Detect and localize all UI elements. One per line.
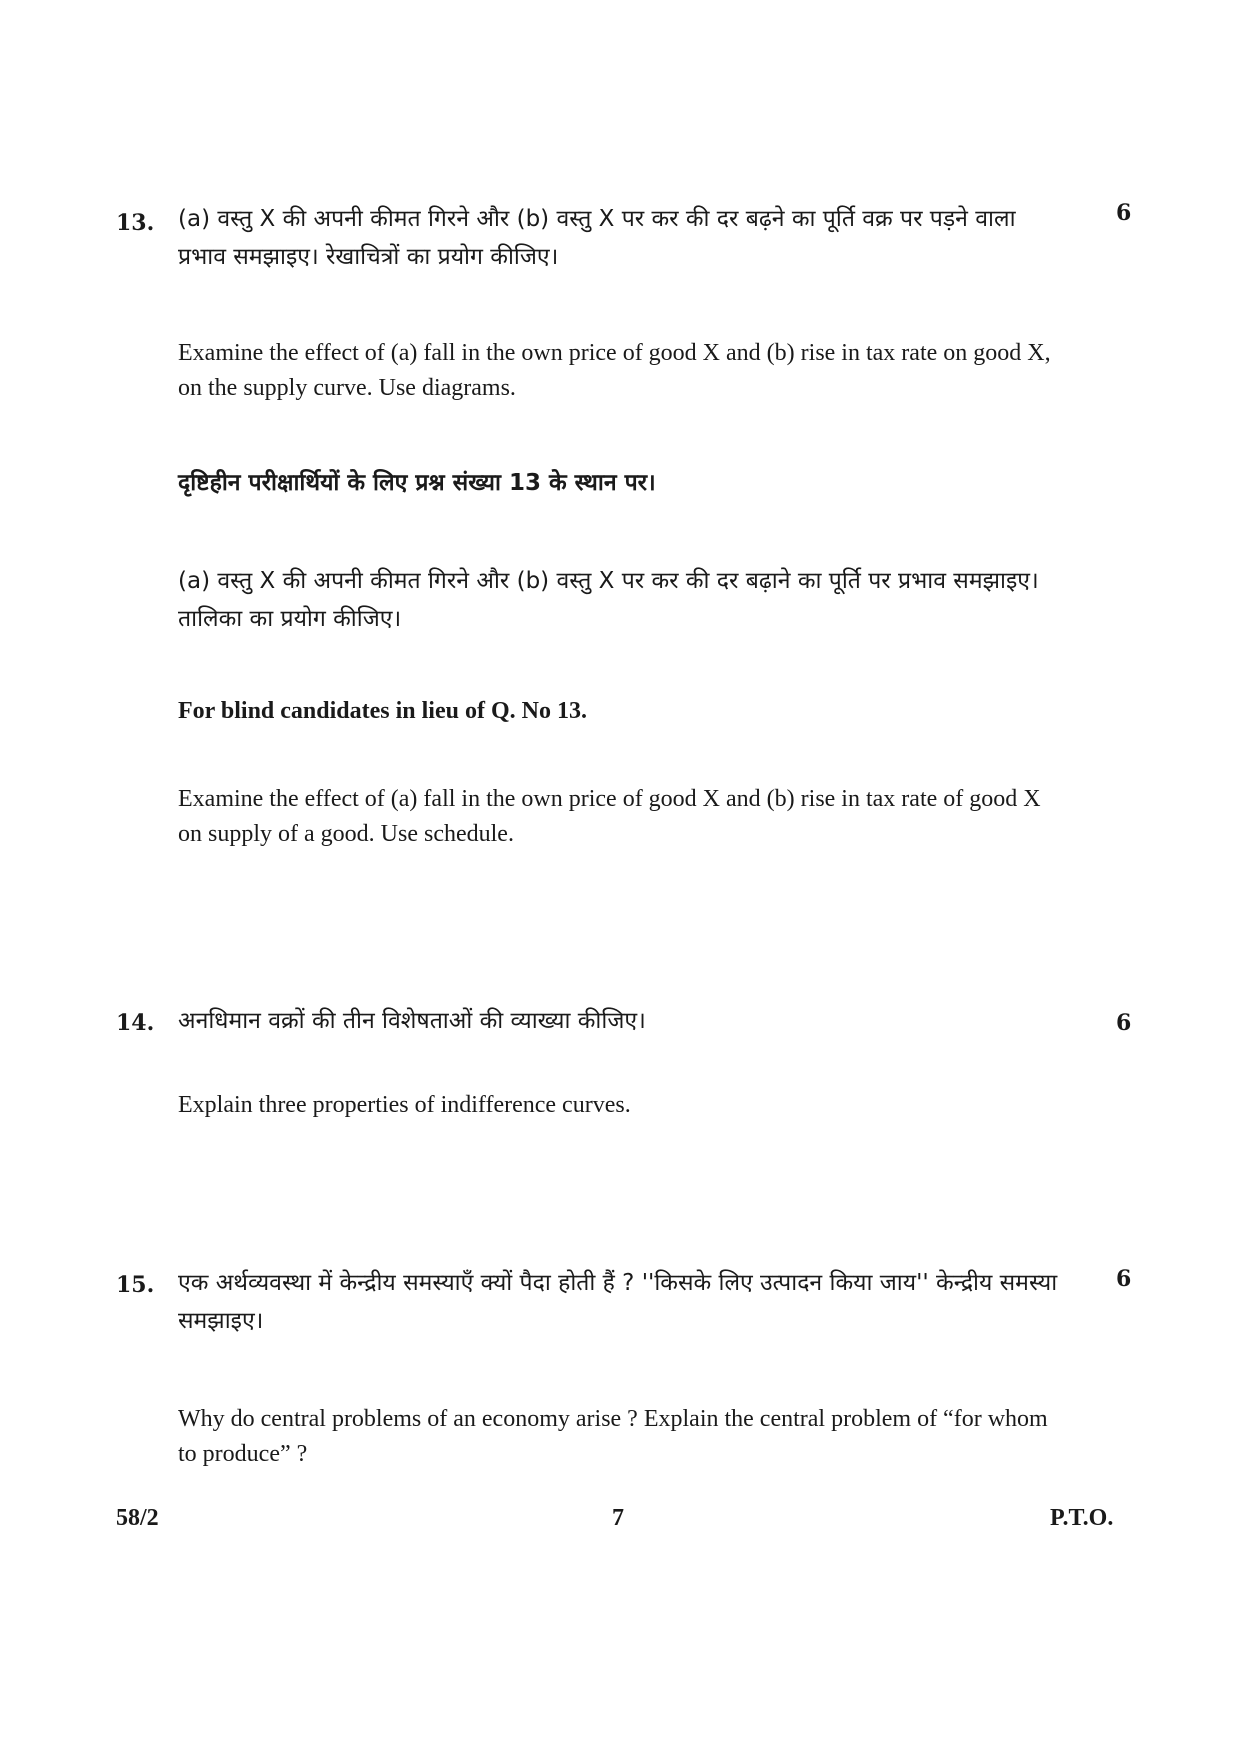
question-text-hindi: अनधिमान वक्रों की तीन विशेषताओं की व्याख्या कीजिए। (178, 1008, 646, 1034)
blind-text-hindi: (a) वस्तु X की अपनी कीमत गिरने और (b) वस्तु X पर कर की दर बढ़ाने का पूर्ति पर प्रभाव समझाइए। तालिका का प्रयोग कीजिए। (178, 568, 1039, 632)
question-marks: 6 (1116, 1266, 1132, 1292)
question-number: 15. (116, 1272, 155, 1298)
blind-heading-english: For blind candidates in lieu of Q. No 13. (178, 698, 587, 724)
paper-code: 58/2 (116, 1505, 159, 1531)
question-number: 13. (116, 210, 155, 236)
question-text-hindi: एक अर्थव्यवस्था में केन्द्रीय समस्याएँ क्यों पैदा होती हैं ? ''किसके लिए उत्पादन किया जाय'' केन्द्रीय समस्या समझाइए। (178, 1270, 1058, 1334)
blind-heading-hindi: दृष्टिहीन परीक्षार्थियों के लिए प्रश्न संख्या 13 के स्थान पर। (178, 470, 656, 496)
blind-text-english: Examine the effect of (a) fall in the own price of good X and (b) rise in tax rate of good X on supply of a good. Use schedule. (178, 786, 1041, 847)
question-text-english: Examine the effect of (a) fall in the own price of good X and (b) rise in tax rate on good X, on the supply curve. Use diagrams. (178, 340, 1051, 401)
question-marks: 6 (1116, 200, 1132, 226)
pto-label: P.T.O. (1050, 1505, 1114, 1531)
question-marks: 6 (1116, 1010, 1132, 1036)
page-number: 7 (612, 1505, 624, 1531)
question-text-english: Why do central problems of an economy arise ? Explain the central problem of “for whom to produce” ? (178, 1406, 1048, 1467)
question-number: 14. (116, 1010, 155, 1036)
question-text-english: Explain three properties of indifference curves. (178, 1092, 631, 1118)
question-text-hindi: (a) वस्तु X की अपनी कीमत गिरने और (b) वस्तु X पर कर की दर बढ़ने का पूर्ति वक्र पर पड़ने वाला प्रभाव समझाइए। रेखाचित्रों का प्रयोग कीजिए। (178, 206, 1016, 270)
